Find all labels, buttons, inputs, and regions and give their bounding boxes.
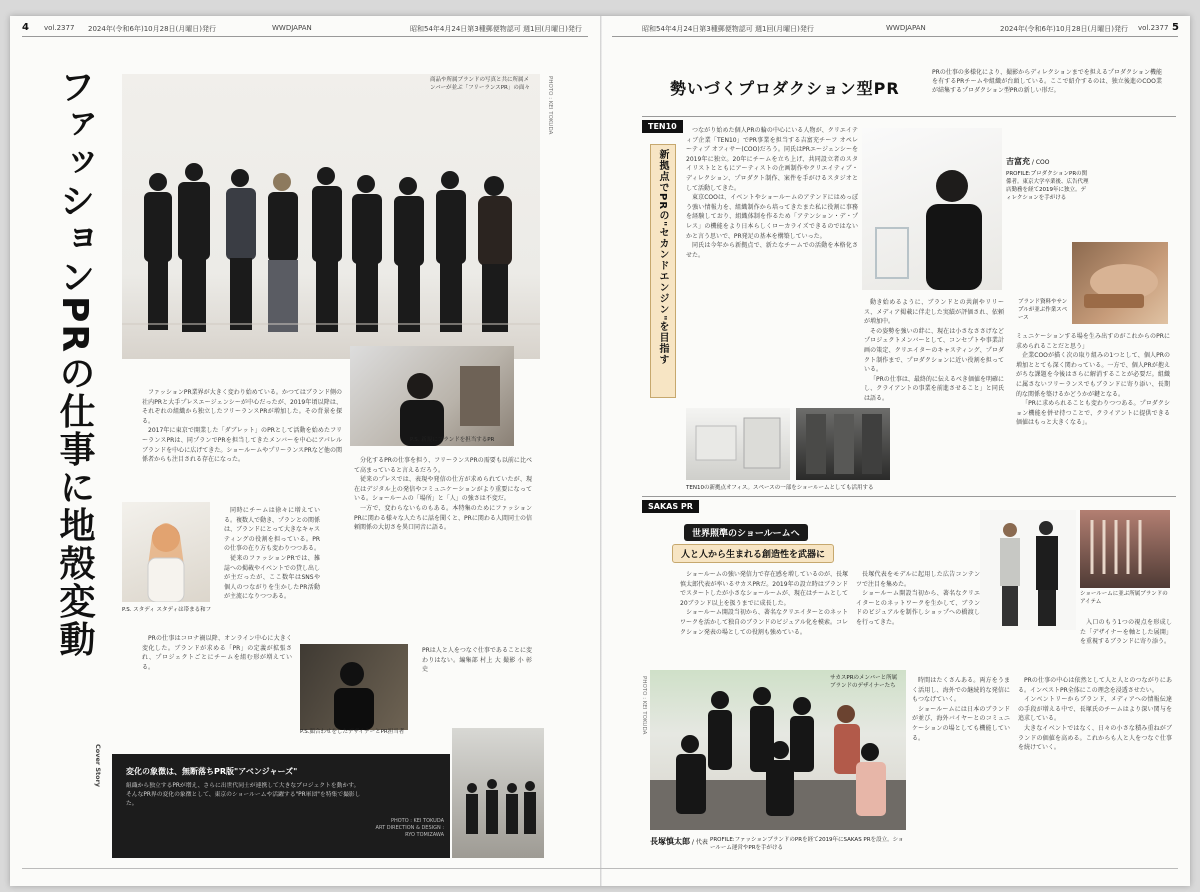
body-paragraph: 分化するPRの仕事を担う、フリーランスPRの需要も以前に比べて高まっていると言えるだろう。 — [354, 457, 532, 474]
vertical-heading-text: 新拠点でPRの"セカンドエンジン"を目指す — [657, 149, 668, 366]
team-photo — [650, 670, 906, 830]
body-paragraph: つながり始めた個人PRの輪の中心にいる人物が、クリエイティブ企業「TEN10」でPR事業を担当する吉富充チーフ オペレーティブ オフィサー(COO)だろう。同氏はPRエージェンシーを2019年に独立。20年にチームを立ち上げ、共同設立者のスタイリストとともにアーティストの企画制作やクリエイティブ・ディレクション、プロダクト制作、案件を手がけるスタジオとして活動してきた。 — [686, 127, 858, 192]
vertical-heading — [650, 144, 676, 398]
running-head: 昭和54年4月24日第3種郵便物認可 週1回(月曜日)発行 — [410, 25, 582, 33]
section-title: 勢いづくプロダクション型PR — [670, 79, 900, 98]
inset-photo-figure — [300, 644, 408, 730]
running-head: WWDJAPAN — [886, 24, 926, 32]
section-rule — [642, 496, 1176, 497]
subheading-line-2: 人と人から生まれる創造性を武器に — [672, 544, 834, 563]
box-photo-figures — [452, 728, 544, 858]
inset-caption: ブランド資料やサンプルが並ぶ作業スペース — [1018, 299, 1068, 321]
body-paragraph: PRは人と人をつなぐ仕事であることに変わりはない。編集部 村上 大 撮影 小 彰史 — [422, 647, 532, 674]
body-paragraph: PRの仕事の中心は依然として人と人とのつながりにある。インベストPR全体にこの理念を浸透させたい。 — [1018, 677, 1172, 694]
article-body — [354, 456, 532, 642]
subheading-box — [670, 522, 906, 564]
running-head: 2024年(令和6年)10月28日(月曜日)発行 — [88, 25, 217, 33]
article-body — [856, 570, 980, 670]
body-paragraph: 入口のもう1つの視点を形成した「デザイナーを軸とした展開」を重視するブランドに寄り添う。 — [1080, 619, 1172, 646]
main-photo-caption: 商品や所属ブランドの写真と共に所属メンバーが並ぶ「フリーランスPR」の面々 — [430, 77, 530, 91]
photo-credit: PHOTO : KEI TOKUDA — [641, 676, 647, 735]
person-role: 代表 — [695, 839, 708, 846]
person-name: 長塚慎太郎 / 代表 — [650, 837, 708, 846]
body-paragraph: ショールームの強い発信力で存在感を増しているのが、長塚慎太郎代表が率いるサカスPRだ。2019年の設立時はブランドでスタートしたが小さなショールームが、現在はチームとして20ブランド以上を扱うまでに成長した。 — [680, 571, 848, 607]
inset-caption: P.S. 新規にブランドを担当するPR — [410, 437, 495, 443]
box-photo — [452, 728, 544, 858]
article-body — [680, 570, 848, 670]
body-paragraph: 従来のプレスでは、表現や発信の仕方が求められていたが、現在はデジタル上の発信やコミュニケーションがより重要になっている。ショールームの「場所」と「人」の強さは不変だ。 — [354, 476, 532, 503]
body-paragraph: 動き始めるように、ブランドとの共創やリリース、メディア掲載に伴走した実績が評価され、依頼が増加中。 — [864, 299, 1004, 326]
body-paragraph: ファッションPR業界が大きく変わり始めている。かつてはブランド側の社内PRと大手プレスエージェンシーが中心だったが、2019年頃以降は、それぞれの組織から独立したフリーランスPRが増加した。その背景を探る。 — [142, 389, 342, 425]
body-paragraph: ショールーム開設当初から、著名なクリエイターとのネットワークを活かして独自のブランドのビジュアル化を模索。コレクション発表の場としての役割も強めている。 — [680, 609, 848, 636]
article-body — [686, 126, 858, 404]
headline: ファッションPRの仕事に地殻変動 — [54, 68, 95, 659]
group-photo-figures — [122, 74, 540, 359]
running-head: vol.2377 — [44, 24, 75, 32]
body-paragraph: インベントリーからブランド、メディアへの情報伝達の手段が増える中で、長塚氏のチームはより深い関与を追求している。 — [1018, 696, 1172, 723]
body-paragraph: 「PRに求められることも変わりつつある。プロダクション機能を併せ持つことで、クライアントに提供できる価値はもっと大きくなる」。 — [1016, 400, 1170, 427]
team-photo-figures — [650, 670, 906, 830]
article-body — [142, 634, 292, 718]
running-head: 昭和54年4月24日第3種郵便物認可 週1回(月曜日)発行 — [642, 25, 814, 33]
person-photo-figure — [862, 128, 1002, 290]
body-paragraph: 東京COOは、イベントやショールームのアテンドにはめっぽう強い情報力を、組織制作から培ってきたまた私に役割に事務を経験しており、組織体制を作るため「アテンション・デ・プレス」の機能をより日本らしくローカライズできるのではないかと言う思いで、PR発足の基本を構築していった。 — [686, 194, 858, 240]
body-paragraph: 大きなイベントではなく、日々の小さな積み重ねがブランドの価値を高める。これからも人と人をつなぐ仕事を続けていく。 — [1018, 724, 1172, 752]
office-photo-shelves — [796, 408, 890, 480]
body-paragraph: ミュニケーションする場を生み出すのがこれからのPRに求められることだと思う」 — [1016, 333, 1170, 350]
box-credit-line: PHOTO : KEI TOKUDA — [390, 818, 444, 824]
running-head: 2024年(令和6年)10月28日(月曜日)発行 — [1000, 25, 1129, 33]
section-rule — [642, 116, 1176, 117]
inset-photo-figure — [350, 346, 514, 446]
center-fold — [600, 16, 602, 886]
group-photo — [122, 74, 540, 359]
footer-rule — [22, 868, 1178, 869]
section-tag: TEN10 — [642, 120, 683, 133]
body-paragraph: 時間はたくさんある。両方をうまく活用し、海外での継続的な発信にもつなげていく。 — [912, 677, 1010, 704]
inset-caption: P.S.顔合わせをしたデザイナーとPR担当者 — [300, 729, 405, 735]
body-paragraph: 2017年に東京で開業した「ダブレット」のPRとして活動を始めたフリーランスPRは、同プランでPRを担当してきたメンバーを中心にアパレルブランドを中心に広げてきた。ショールームやプリーランスPRなど他の関係者からも注目される存在になった。 — [142, 427, 342, 464]
header-rule — [22, 36, 588, 37]
article-body — [1080, 618, 1172, 670]
inset-caption: TEN10の新拠点オフィス。スペースの一部をショールームとしても活用する — [686, 485, 874, 491]
body-paragraph: 一方で、変わらないものもある。本特集のためにファッションPRに関わる様々な人たちに話を聞くと、PRに関わる人間同士の信頼関係の大切さを異口同音に語る。 — [354, 504, 532, 532]
person-profile: PROFILE:プロダクションPRの関係者。東京大学卒業後、広告代理店勤務を経て2019年に独立。ディレクションを手がける — [1006, 171, 1089, 201]
person-name: 吉富充 / COO — [1006, 157, 1050, 166]
box-title: 変化の象徴は、無断落ちPR版"アベンジャーズ" — [126, 767, 298, 776]
body-paragraph: ショールーム開設当初から、著名なクリエイターとのネットワークを生かして、ブランドのビジュアルを制作しショップへの橋渡しを行ってきた。 — [856, 590, 980, 626]
body-paragraph: 「PRの仕事は、最終的に伝えるべき価値を明確にし、クライアントの事業を前進させること」と同氏は語る。 — [864, 375, 1004, 402]
box-credit — [374, 818, 444, 839]
body-paragraph: 同時にチームは徐々に増えている。複数人で動き、プランとの関係は、ブランドにとって大きなキャスティングの役割を担っている。PRの仕事の在り方も変わりつつある。 — [224, 507, 320, 553]
header-rule — [612, 36, 1178, 37]
section-tag: SAKAS PR — [642, 500, 699, 513]
inset-caption: ショールームに並ぶ所属ブランドのアイテム — [1080, 591, 1168, 605]
person-photo-coo — [862, 128, 1002, 290]
section-intro: PRの仕事の多様化により、撮影からディレクションまでを担えるプロダクション機能を有するPRチームや組織が台頭している。ここで紹介するのは、独立後進のCOO業が結集するプロダクション型PRの新しい形だ。 — [932, 69, 1162, 94]
office-photo-2 — [796, 408, 890, 480]
inset-photo-designer — [300, 644, 408, 730]
inset-caption: P.S. スタディ スタディは帯まる和フ — [122, 607, 212, 613]
person-name-text: 吉富充 — [1006, 157, 1030, 166]
article-body — [422, 646, 532, 722]
running-head: vol.2377 — [1138, 24, 1169, 32]
side-label: Cover Story — [94, 744, 102, 788]
article-body — [1016, 332, 1170, 502]
box-credit-line: ART DIRECTION & DESIGN : — [375, 825, 444, 831]
photo-credit: PHOTO : KEI TOKUDA — [547, 76, 553, 135]
body-paragraph: 従来のファッションPRでは、雑誌への掲載やイベントでの貸し出しが主だったが、ここ数年はSNSや個人のつながりを生かしたPR活動が主流になりつつある。 — [224, 554, 320, 601]
person-name-text: 長塚慎太郎 — [650, 837, 690, 846]
feature-box — [112, 754, 450, 858]
box-body: 組織から独立するPRが増え、さらに出世代同士が連携して大きなプロジェクトを動かす。そんなPR界の変化の象徴として、東京のショールームや活躍する"PR軍団"を特集で撮影した。 — [126, 783, 361, 807]
product-photo — [1072, 242, 1168, 324]
inset-photo-pr-meeting — [350, 346, 514, 446]
body-paragraph: ショールームには日本のブランドが並び、海外バイヤーとのコミュニケーションの場としても機能している。 — [912, 705, 1010, 742]
office-photo-room — [686, 408, 790, 480]
page-number-left: 4 — [22, 22, 29, 33]
article-body — [1018, 676, 1172, 866]
running-head: WWDJAPAN — [272, 24, 312, 32]
article-body — [912, 676, 1010, 866]
body-paragraph: 長塚代表をモデルに起用した広告コンテンツで注目を集めた。 — [856, 571, 980, 588]
product-photo-items — [1072, 242, 1168, 324]
article-body — [224, 506, 320, 654]
runway-photo-models — [980, 510, 1076, 630]
body-paragraph: 企業COOが描く次の取り組みの1つとして、個人PRの増加ととても深く関わっている。一方で、個人PRが抱えがちな課題を今後はさらに解消することが必要だ。組織に属さないフリーランスでもブランドに寄り添い、長期的な関係を築けるかどうかが鍵となる。 — [1016, 352, 1170, 398]
showroom-photo-racks — [1080, 510, 1170, 588]
body-paragraph: 同氏は今年から新拠点で、新たなチームでの活動を本格化させた。 — [686, 242, 858, 259]
page-number-right: 5 — [1172, 22, 1179, 33]
person-role: COO — [1035, 159, 1050, 166]
showroom-photo — [1080, 510, 1170, 588]
person-profile: PROFILE:ファッションブランドのPRを経て2019年にSAKAS PRを設立。ショールーム運営やPRを手がける — [710, 837, 904, 851]
office-photo — [686, 408, 790, 480]
magazine-spread — [10, 16, 1190, 886]
box-credit-line: RYO TOMIZAWA — [405, 832, 444, 838]
runway-photo — [980, 510, 1076, 630]
inset-caption: サカスPRのメンバーと所属ブランドのデザイナーたち — [830, 675, 898, 689]
subheading-line-1: 世界照準のショールームへ — [684, 524, 808, 541]
body-paragraph: その姿勢を強いの絆に、現在は小さなささげなどプロジェクトメンバーとして、コンセプトや事業計画の策定、クリエイターのキャスティング、プロダクト制作まで、プロダクションに近い役割を担っている。 — [864, 327, 1004, 374]
body-paragraph: PRの仕事はコロナ禍以降、オンライン中心に大きく変化した。ブランドが求める「PR」の定義が拡張され、プロジェクトごとにチームを組む形が増えている。 — [142, 635, 292, 671]
